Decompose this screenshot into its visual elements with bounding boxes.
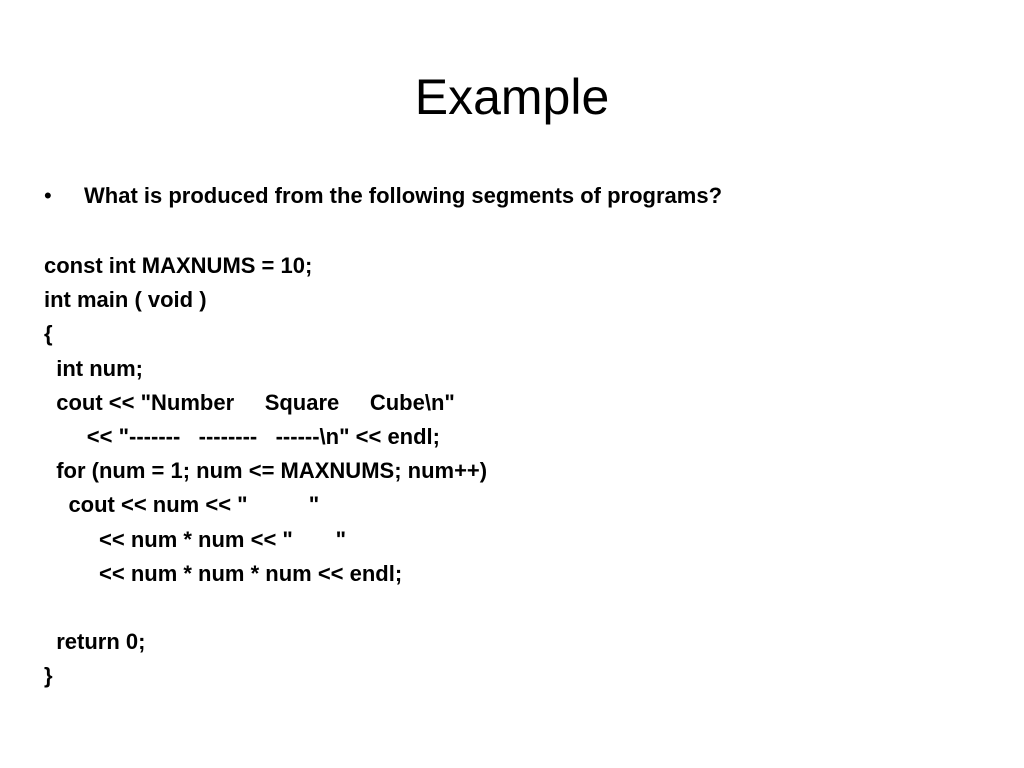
code-line: } (44, 663, 53, 689)
code-block (44, 249, 487, 693)
code-line: cout << "Number Square Cube\n" (44, 389, 455, 415)
code-line-blank (44, 591, 487, 625)
code-line: << num * num * num << endl; (44, 560, 403, 586)
code-line: { (44, 321, 53, 347)
bullet-icon: • (44, 183, 52, 208)
code-line: return 0; (44, 629, 146, 655)
code-line: cout << num << " " (44, 492, 320, 518)
code-line: const int MAXNUMS = 10; (44, 253, 313, 278)
code-line: for (num = 1; num <= MAXNUMS; num++) (44, 458, 488, 484)
code-line: << "------- -------- ------\n" << endl; (44, 423, 440, 449)
code-line: int main ( void ) (44, 287, 207, 313)
code-line: int num; (44, 355, 143, 381)
bullet-text: What is produced from the following segments of programs? (84, 183, 723, 208)
bullet-item (44, 180, 722, 212)
code-line: << num * num << " " (44, 526, 347, 552)
slide-title: Example (414, 69, 610, 125)
